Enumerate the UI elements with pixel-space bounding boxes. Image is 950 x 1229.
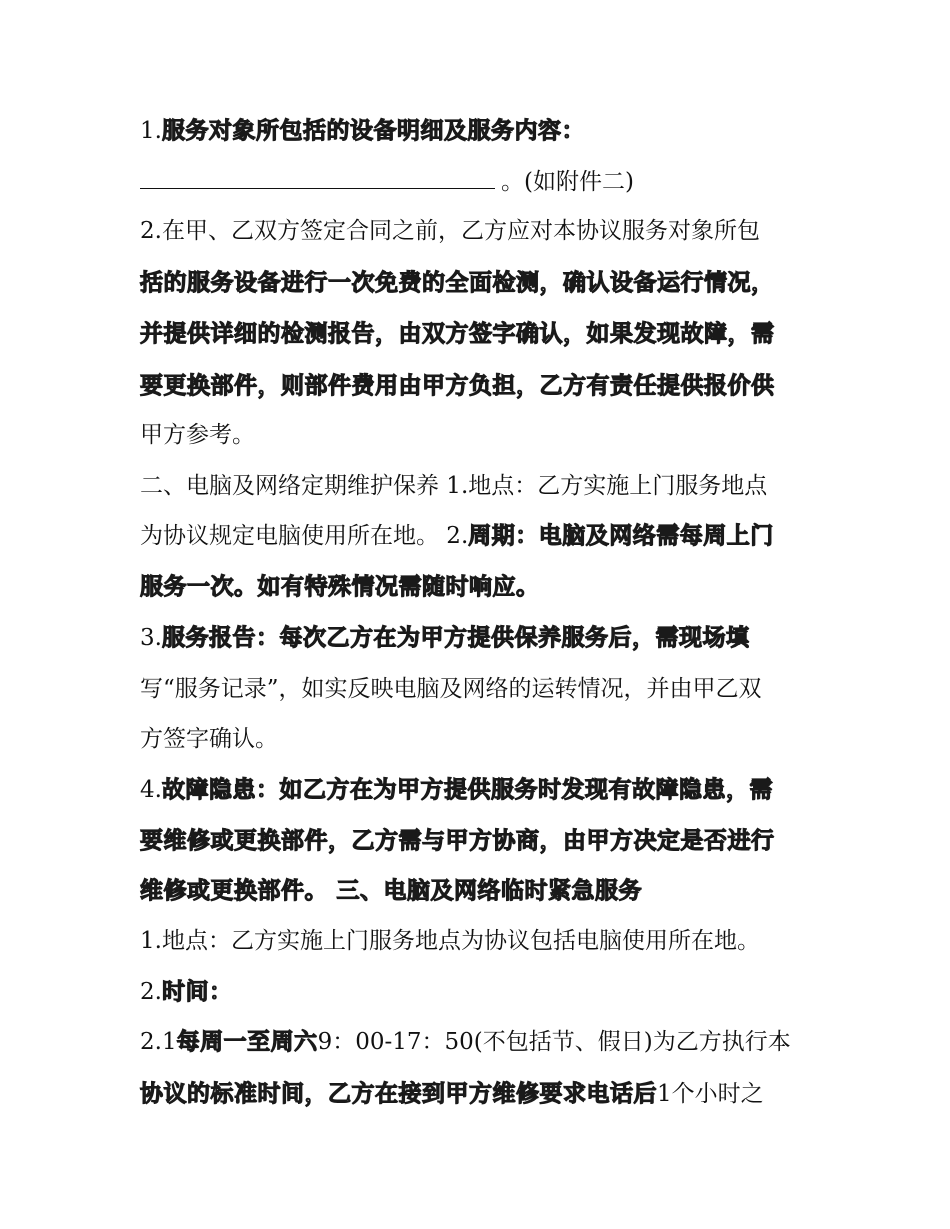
line-14-number: 4. (140, 777, 162, 803)
line-19-plain: 9：00-17：50(不包括节、假日)为乙方执行本 (317, 1029, 791, 1055)
line-11-number: 3. (140, 625, 162, 651)
line-14-text: 故障隐患：如乙方在为甲方提供服务时发现有故障隐患，需 (161, 777, 773, 803)
line-3: 2.在甲、乙双方签定合同之前，乙方应对本协议服务对象所包 (140, 218, 760, 244)
line-18-text: 时间： (161, 979, 233, 1005)
line-9-outline: 周期：电脑及网络需每周上门 (468, 523, 774, 549)
line-1 (140, 116, 585, 146)
line-19-number: 2.1 (140, 1029, 177, 1055)
line-20-outline: 协议的标准时间，乙方在接到甲方维修要求电话后 (140, 1081, 657, 1107)
line-1-text: 服务对象所包括的设备明细及服务内容： (161, 118, 585, 144)
line-10: 服务一次。如有特殊情况需随时响应。 (140, 574, 540, 600)
line-2-text: 。(如附件二) (501, 169, 634, 195)
line-19 (140, 1027, 791, 1057)
line-19-outline: 每周一至周六 (176, 1029, 318, 1055)
line-18 (140, 977, 232, 1007)
line-20-plain: 1个小时之 (657, 1081, 764, 1107)
line-9 (140, 521, 774, 551)
line-1-number: 1. (140, 118, 162, 144)
line-2 (140, 166, 634, 197)
fill-in-blank (140, 166, 495, 189)
line-9-plain: 为协议规定电脑使用所在地。 2. (140, 523, 469, 549)
line-7: 甲方参考。 (140, 422, 255, 448)
line-12: 写“服务记录”，如实反映电脑及网络的运转情况，并由甲乙双 (140, 676, 762, 702)
line-18-number: 2. (140, 979, 162, 1005)
line-4: 括的服务设备进行一次免费的全面检测，确认设备运行情况， (140, 270, 775, 296)
line-17: 1.地点：乙方实施上门服务地点为协议包括电脑使用所在地。 (140, 928, 760, 954)
line-11 (140, 623, 749, 653)
line-8: 二、电脑及网络定期维护保养 1.地点：乙方实施上门服务地点 (140, 473, 768, 499)
line-16: 维修或更换部件。 三、电脑及网络临时紧急服务 (140, 878, 643, 904)
line-15: 要维修或更换部件，乙方需与甲方协商，由甲方决定是否进行 (140, 828, 775, 854)
line-11-text: 服务报告：每次乙方在为甲方提供保养服务后，需现场填 (161, 625, 750, 651)
line-14 (140, 775, 773, 805)
line-13: 方签字确认。 (140, 726, 278, 752)
line-5: 并提供详细的检测报告，由双方签字确认，如果发现故障，需 (140, 321, 775, 347)
line-6: 要更换部件，则部件费用由甲方负担，乙方有责任提供报价供 (140, 373, 775, 399)
line-20 (140, 1079, 764, 1109)
